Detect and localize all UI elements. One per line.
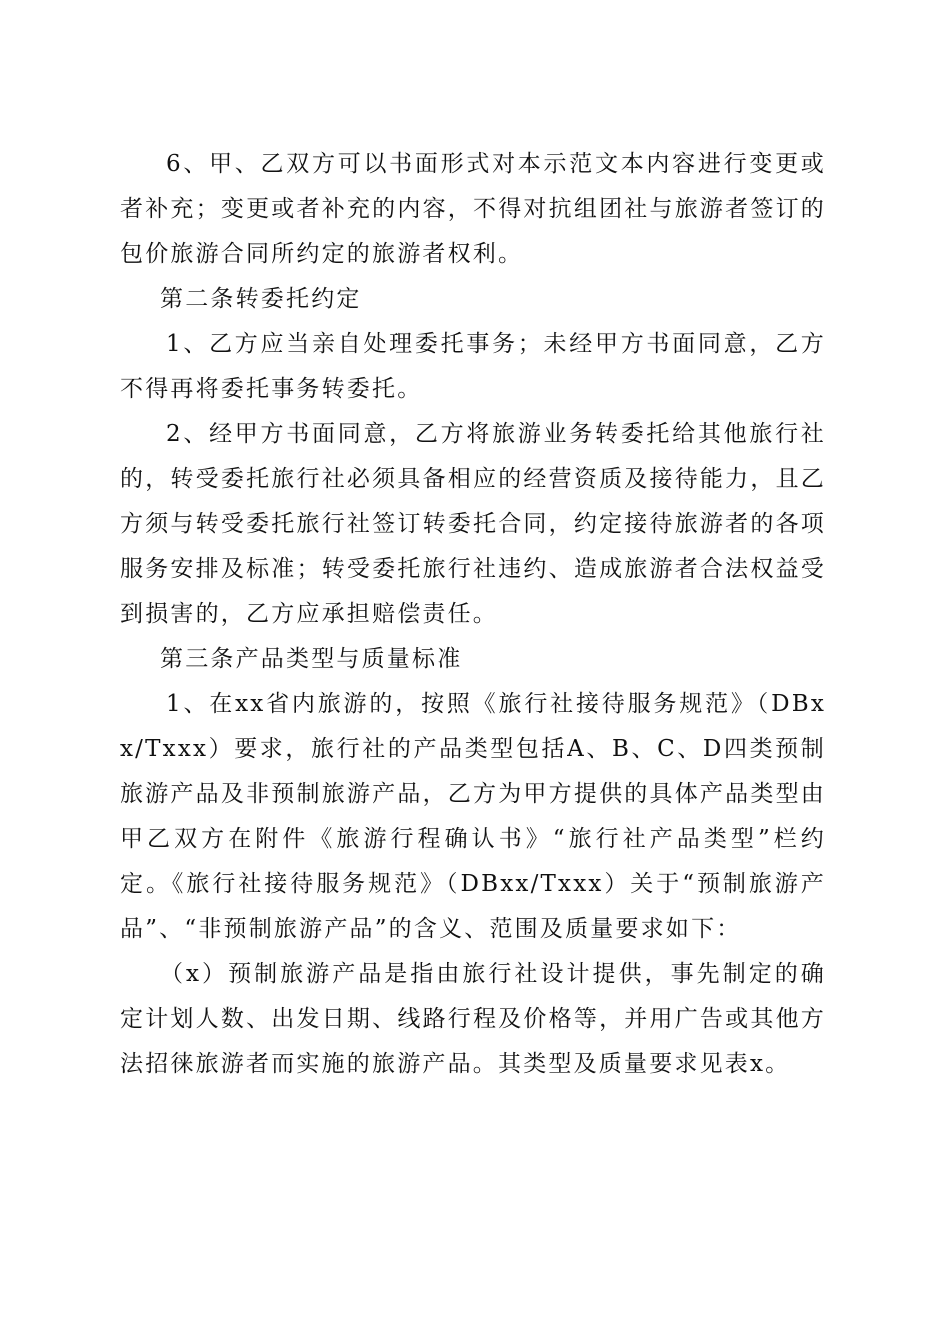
paragraph-article-2-item-2: 2、经甲方书面同意，乙方将旅游业务转委托给其他旅行社的，转受委托旅行社必须具备相应的经营资质及接待能力，且乙方须与转受委托旅行社签订转委托合同，约定接待旅游者的各项服务安排及标准；转受委托旅行社违约、造成旅游者合法权益受到损害的，乙方应承担赔偿责任。 bbox=[120, 421, 826, 627]
paragraph-article-2-item-1: 1、乙方应当亲自处理委托事务；未经甲方书面同意，乙方不得再将委托事务转委托。 bbox=[120, 331, 826, 402]
document-body bbox=[120, 142, 826, 1087]
paragraph-prefab-product-definition: （x）预制旅游产品是指由旅行社设计提供，事先制定的确定计划人数、出发日期、线路行程及价格等，并用广告或其他方法招徕旅游者而实施的旅游产品。其类型及质量要求见表x。 bbox=[120, 961, 826, 1077]
paragraph-article-3-item-1: 1、在xx省内旅游的，按照《旅行社接待服务规范》（DBxx/Txxx）要求，旅行社的产品类型包括A、B、C、D四类预制旅游产品及非预制旅游产品，乙方为甲方提供的具体产品类型由甲乙双方在附件《旅游行程确认书》“旅行社产品类型”栏约定。《旅行社接待服务规范》（DBxx/Txxx）关于“预制旅游产品”、“非预制旅游产品”的含义、范围及质量要求如下： bbox=[120, 691, 826, 942]
heading-article-3: 第三条产品类型与质量标准 bbox=[160, 646, 463, 672]
heading-article-2: 第二条转委托约定 bbox=[160, 286, 362, 312]
paragraph-clause-6: 6、甲、乙双方可以书面形式对本示范文本内容进行变更或者补充；变更或者补充的内容，不得对抗组团社与旅游者签订的包价旅游合同所约定的旅游者权利。 bbox=[120, 151, 826, 267]
